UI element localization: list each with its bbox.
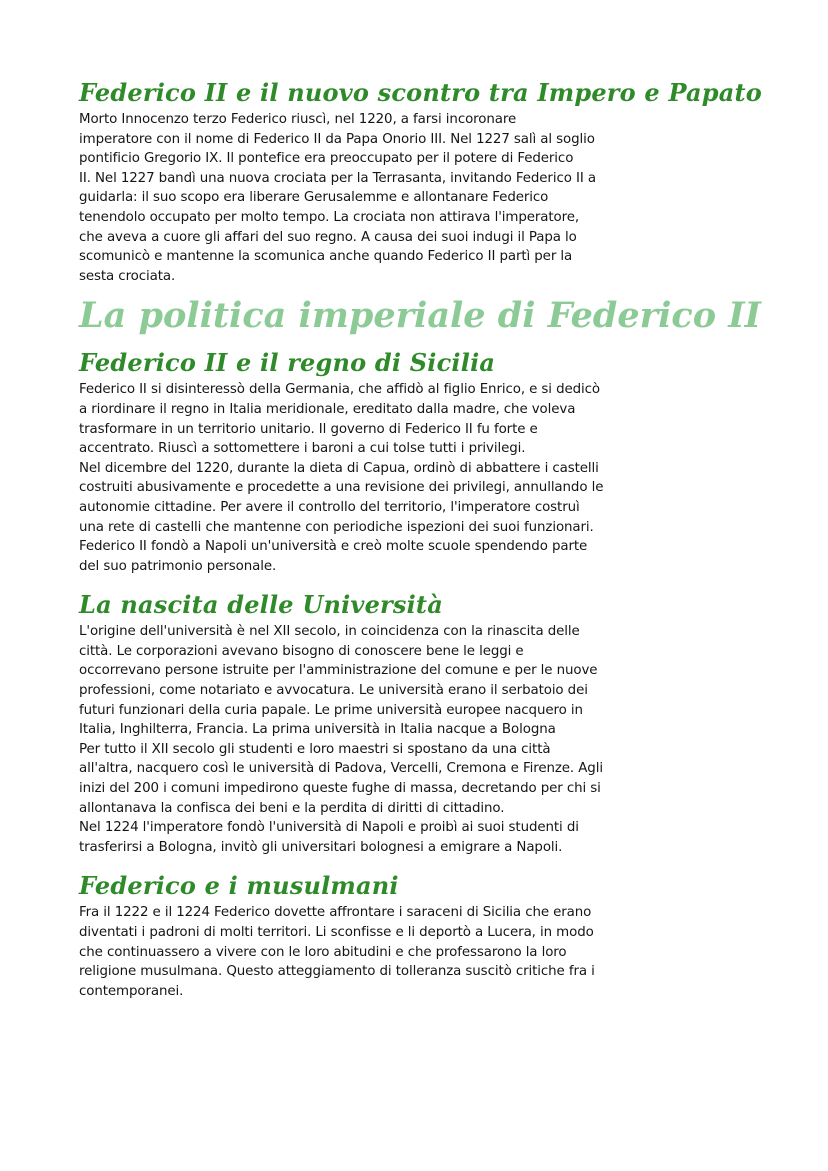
- section-paragraph: [79, 380, 755, 576]
- text-line: una rete di castelli che mantenne con periodiche ispezioni dei suoi funzionari.: [79, 519, 594, 535]
- text-line: diventati i padroni di molti territori. Li sconfisse e li deportò a Lucera, in modo: [79, 925, 594, 940]
- section-paragraph: [79, 110, 755, 286]
- text-line: L'origine dell'università è nel XII secolo, in coincidenza con la rinascita delle: [79, 624, 580, 640]
- section-regno-sicilia: [79, 348, 755, 576]
- document-page: [79, 78, 763, 1015]
- text-line: Fra il 1222 e il 1224 Federico dovette affrontare i saraceni di Sicilia che erano: [79, 905, 592, 921]
- section-title: La nascita delle Università: [79, 590, 443, 620]
- text-line: Morto Innocenzo terzo Federico riuscì, nel 1220, a farsi incoronare: [79, 112, 517, 127]
- text-line: Federico II si disinteressò della Germania, che affidò al figlio Enrico, e si dedicò: [79, 382, 600, 398]
- text-line: costruiti abusivamente e procedette a una revisione dei privilegi, annullando le: [79, 480, 604, 496]
- text-line: II. Nel 1227 bandì una nuova crociata per la Terrasanta, invitando Federico II a: [79, 170, 596, 186]
- text-line: Nel 1224 l'imperatore fondò l'università di Napoli e proibì ai suoi studenti di: [79, 820, 579, 836]
- text-line: Nel dicembre del 1220, durante la dieta di Capua, ordinò di abbattere i castelli: [79, 460, 599, 476]
- text-line: allontanava la confisca dei beni e la perdita di diritti di cittadino.: [79, 800, 505, 816]
- text-line: Italia, Inghilterra, Francia. La prima università in Italia nacque a Bologna: [79, 722, 556, 738]
- text-line: Federico II fondò a Napoli un'università e creò molte scuole spendendo parte: [79, 539, 588, 555]
- text-line: contemporanei.: [79, 983, 184, 999]
- text-line: pontificio Gregorio IX. Il pontefice era preoccupato per il potere di Federico: [79, 151, 574, 167]
- section-impero-papato: [79, 78, 763, 286]
- text-line: Per tutto il XII secolo gli studenti e loro maestri si spostano da una città: [79, 741, 551, 757]
- text-line: sesta crociata.: [79, 268, 176, 284]
- section-musulmani: [79, 871, 755, 1001]
- text-line: professioni, come notariato e avvocatura. Le università erano il serbatoio dei: [79, 683, 588, 699]
- text-line: all'altra, nacquero così le università di Padova, Vercelli, Cremona e Firenze. Agli: [79, 761, 603, 777]
- main-title: La politica imperiale di Federico II: [79, 295, 761, 337]
- text-line: tenendolo occupato per molto tempo. La crociata non attirava l'imperatore,: [79, 209, 580, 225]
- text-line: imperatore con il nome di Federico II da Papa Onorio III. Nel 1227 salì al soglio: [79, 131, 595, 147]
- section-title: Federico e i musulmani: [79, 871, 399, 901]
- text-line: autonomie cittadine. Per avere il controllo del territorio, l'imperatore costruì: [79, 499, 580, 515]
- text-line: che continuassero a vivere con le loro abitudini e che professarono la loro: [79, 944, 567, 960]
- text-line: guidarla: il suo scopo era liberare Gerusalemme e allontanare Federico: [79, 190, 549, 206]
- text-line: che aveva a cuore gli affari del suo regno. A causa dei suoi indugi il Papa lo: [79, 229, 577, 245]
- text-line: trasformare in un territorio unitario. Il governo di Federico II fu forte e: [79, 421, 538, 437]
- text-line: scomunicò e mantenne la scomunica anche quando Federico II partì per la: [79, 249, 573, 265]
- text-line: accentrato. Riuscì a sottomettere i baroni a cui tolse tutti i privilegi.: [79, 441, 526, 457]
- text-line: a riordinare il regno in Italia meridionale, ereditato dalla madre, che voleva: [79, 401, 576, 417]
- section-paragraph: [79, 622, 755, 857]
- text-line: futuri funzionari della curia papale. Le prime università europee nacquero in: [79, 702, 583, 718]
- section-universita: [79, 590, 755, 857]
- text-line: trasferirsi a Bologna, invitò gli universitari bolognesi a emigrare a Napoli.: [79, 839, 563, 855]
- text-line: occorrevano persone istruite per l'amministrazione del comune e per le nuove: [79, 663, 598, 679]
- section-paragraph: [79, 903, 755, 1001]
- text-line: inizi del 200 i comuni impedirono queste fughe di massa, decretando per chi si: [79, 781, 601, 797]
- text-line: città. Le corporazioni avevano bisogno di conoscere bene le leggi e: [79, 643, 524, 659]
- section-title: Federico II e il nuovo scontro tra Impero e Papato: [79, 78, 763, 107]
- text-line: religione musulmana. Questo atteggiamento di tolleranza suscitò critiche fra i: [79, 964, 595, 980]
- section-title: Federico II e il regno di Sicilia: [79, 348, 496, 378]
- text-line: del suo patrimonio personale.: [79, 558, 277, 574]
